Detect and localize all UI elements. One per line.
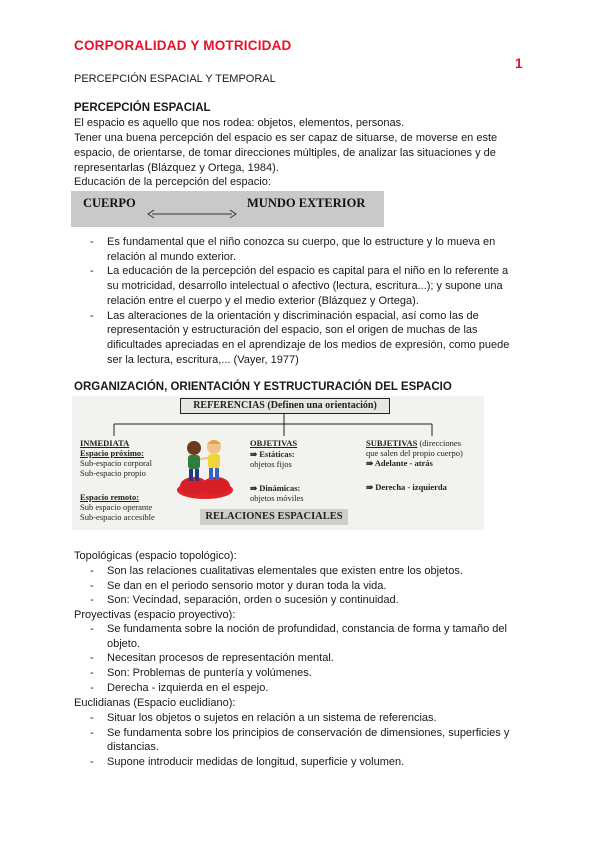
topologic-heading: Topológicas (espacio topológico):: [74, 550, 237, 562]
list-item: - Es fundamental que el niño conozca su cuerpo, que lo estructure y lo mueva en relación al mundo exterior.: [90, 236, 496, 263]
topologic-list: [74, 564, 520, 608]
diagram-col-immediate-heading: INMEDIATA: [80, 438, 130, 448]
body-world-banner: [71, 191, 384, 227]
list-item: - Supone introducir medidas de longitud, superficie y volumen.: [90, 756, 405, 769]
diagram-col-subjective: SUBJETIVAS (direcciones que salen del propio cuerpo) ⇛ Adelante - atrás ⇛ Derecha - izquierda: [366, 438, 463, 492]
list-item: - Se fundamenta sobre la noción de profundidad, constancia de forma y tamaño del objeto.: [90, 623, 507, 650]
double-arrow-icon: [146, 209, 238, 219]
diagram-col-subjective-heading: SUBJETIVAS: [366, 438, 418, 448]
paragraph-definition: El espacio es aquello que nos rodea: objetos, elementos, personas.: [74, 117, 405, 129]
banner-body-label: CUERPO: [83, 196, 136, 210]
list-item: - Se dan en el periodo sensorio motor y duran toda la vida.: [90, 579, 387, 592]
list-item: - Necesitan procesos de representación mental.: [90, 652, 334, 665]
spatial-reference-diagram: [72, 396, 484, 530]
banner-world-label: MUNDO EXTERIOR: [247, 196, 366, 210]
document-title: CORPORALIDAD Y MOTRICIDAD: [74, 38, 292, 53]
document-subtitle: PERCEPCIÓN ESPACIAL Y TEMPORAL: [74, 73, 276, 85]
euclidean-list: [74, 711, 520, 770]
projective-heading: Proyectivas (espacio proyectivo):: [74, 609, 236, 621]
diagram-spatial-relations-box: RELACIONES ESPACIALES: [200, 509, 348, 525]
list-item: - Son las relaciones cualitativas elementales que existen entre los objetos.: [90, 565, 463, 577]
projective-list: [74, 622, 520, 696]
list-item: - Se fundamenta sobre los principios de conservación de dimensiones, superficies y distancias.: [90, 726, 510, 754]
paragraph-good-perception: Tener una buena percepción del espacio es ser capaz de situarse, de moverse en este espacio, de orientarse, de tomar direcciones múltiples, de analizar las situaciones y de representarlas (Blázquez y Ortega, 1984).: [74, 132, 498, 174]
diagram-col-immediate: Espacio próximo: Sub-espacio corporal Sub-espacio propio Espacio remoto: Sub espacio operante Sub-espacio accesible: [80, 448, 155, 522]
list-item: - Las alteraciones de la orientación y discriminación espacial, así como las de representación y estructuración del espacio, son el origen de muchas de las dificultades apreciadas en el aprendizaje de los medios de expresión, como puede ser la lectura, escritura,... (Vayer, 1977): [90, 309, 510, 366]
perception-bullet-list: [74, 235, 520, 367]
page-number: 1: [515, 56, 523, 71]
list-item: - Son: Vecindad, separación, orden o sucesión y continuidad.: [90, 594, 399, 607]
list-item: - Situar los objetos o sujetos en relación a un sistema de referencias.: [90, 712, 437, 724]
list-item: - La educación de la percepción del espacio es capital para el niño en lo referente a su motricidad, desarrollo intelectual o afectivo (lectura, escritura...); y supone una relación entre el cuerpo y el medio exterior (Blázquez y Ortega).: [90, 265, 509, 307]
paragraph-education-intro: Educación de la percepción del espacio:: [74, 176, 271, 188]
diagram-col-objective: ⇛ Estáticas: objetos fijos ⇛ Dinámicas: objetos móviles: [250, 449, 304, 503]
list-item: - Son: Problemas de puntería y volúmenes.: [90, 667, 312, 680]
section-heading-organization: ORGANIZACIÓN, ORIENTACIÓN Y ESTRUCTURACIÓN DEL ESPACIO: [74, 381, 452, 393]
euclidean-heading: Euclidianas (Espacio euclidiano):: [74, 697, 236, 709]
diagram-references-box: REFERENCIAS (Definen una orientación): [180, 398, 390, 414]
list-item: - Derecha - izquierda en el espejo.: [90, 681, 269, 694]
diagram-col-objective-heading: OBJETIVAS: [250, 438, 298, 448]
section-heading-perception: PERCEPCIÓN ESPACIAL: [74, 102, 211, 114]
children-illustration-icon: [172, 434, 238, 500]
